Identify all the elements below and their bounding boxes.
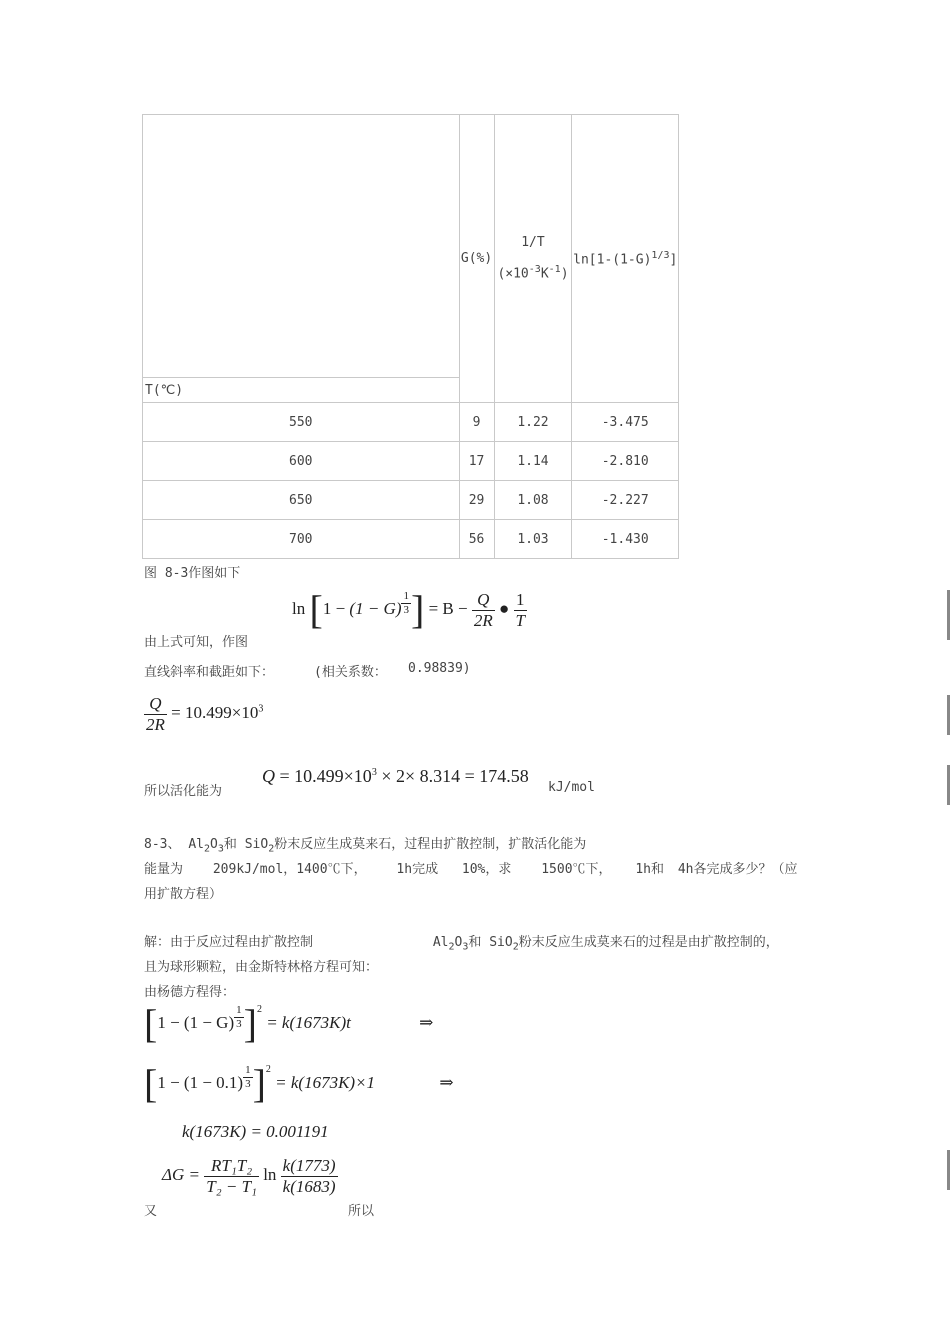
slope-rhs: = 10.499×10 [171,702,259,722]
ln-eq-ln: ln [292,598,306,618]
sol-sio2-symbol: SiO [489,935,513,950]
sol-al-sub: 2 [448,941,455,953]
al-symbol: Al [188,837,204,852]
q-eq-lhs: Q [262,766,275,786]
p83-l2-e: 1500℃下， [541,862,612,877]
header-temperature-label: T(℃) [145,383,184,398]
j2-bracket-close: ] [252,1061,266,1106]
slope-equation [144,694,263,734]
jander-equation-1 [144,1001,434,1046]
p83-l2-d: 10%，求 [461,862,512,877]
cell-ln-value: -1.430 [572,520,679,559]
problem-8-3-line2 [144,858,798,877]
problem-8-3-line1 [144,833,586,855]
solution-line1-rest: 粉末反应生成莫来石的过程是由扩散控制的， [518,935,779,950]
cell-ln-value: -3.475 [572,403,679,442]
solution-line2: 且为球形颗粒，由金斯特林格方程可知： [144,960,379,975]
delta-g-frac [204,1156,259,1196]
cell-inverse-temperature: 1.22 [494,403,572,442]
sio2-sub: 2 [268,843,275,855]
bracket-open: [ [309,587,323,633]
j1-arrow: ⇒ [419,1012,434,1032]
table-row [143,520,679,559]
line-slope-intercept: 直线斜率和截距如下： [144,665,275,680]
j1-square: 2 [256,1004,262,1015]
p83-l2-b: 209kJ/mol，1400℃下， [212,862,367,877]
ln-eq-one2: 1 [514,590,527,611]
solution-line1 [144,931,779,953]
slope-frac [144,694,167,734]
ln-eq-exponent [401,590,411,616]
correlation-value: 0.98839) [408,661,471,676]
delta-g-knum: k(1773) [282,1156,336,1175]
problem-8-3-line3: 用扩散方程） [144,887,223,902]
j2-rhs: = k(1673K)×1 [275,1072,376,1092]
p83-l2-a: 能量为 [144,862,184,877]
inv-t-unit-exp: -1 [548,264,561,276]
p83-l2-c: 1h完成 [396,862,439,877]
delta-g-num: RT₁T₂ [204,1156,259,1177]
q-eq-exp: 3 [371,767,377,778]
solution-therefore-label: 所以 [348,1204,375,1219]
p83-l2-f: 1h和 [635,862,665,877]
bracket-close: ] [410,587,425,633]
problem-number: 8-3、 [144,837,181,852]
sol-sio2-sub: 2 [512,941,519,953]
figure-caption: 图 8-3作图如下 [144,566,241,581]
inv-t-exp: -3 [528,264,541,276]
ln-eq-minus: − [335,598,346,618]
k-value: k(1673K) = 0.001191 [182,1122,329,1141]
cell-conversion: 9 [459,403,494,442]
j1-exp-den: 3 [236,1017,242,1030]
header-divider [143,377,459,378]
activation-energy-label: 所以活化能为 [144,784,223,799]
cell-inverse-temperature: 1.08 [494,481,572,520]
cell-conversion: 29 [459,481,494,520]
q-eq-rest: × 2× 8.314 = 174.58 [381,766,529,786]
ln-eq-paren: (1 − G) [349,598,402,618]
ln-eq-one: 1 [322,598,332,618]
ln-eq-exp-num: 1 [403,590,409,602]
j2-bracket-open: [ [144,1061,158,1106]
header-inv-t-line1: 1/T [521,235,545,251]
al-sub: 2 [203,843,210,855]
j1-bracket-open: [ [144,1001,158,1046]
j2-exp-den: 3 [245,1077,251,1090]
al-o: O [210,837,218,852]
cell-ln-value: -2.227 [572,481,679,520]
j2-square: 2 [265,1064,271,1075]
delta-g-ln: ln [263,1164,277,1184]
sol-al-symbol: Al [432,935,449,950]
j2-exp-num: 1 [245,1064,251,1076]
j1-exp-num: 1 [236,1004,242,1016]
j1-rhs: = k(1673K)t [266,1012,351,1032]
solution-intro: 解：由于反应过程由扩散控制 [144,935,314,950]
header-inverse-temperature [494,115,572,403]
sol-al-o: O [454,935,463,950]
ln-label: ln[1-(1-G) [573,252,652,268]
header-conversion: G(%) [459,115,494,403]
header-inv-t-line2 [495,264,572,281]
delta-g-kden: k(1683) [282,1176,336,1196]
j1-exponent [234,1004,244,1030]
q-equation [262,766,529,787]
slope-exp: 3 [258,703,264,715]
ln-eq-exp-den: 3 [403,603,409,616]
ln-eq-q-frac [472,590,495,630]
and-text: 和 [223,837,237,852]
inv-t-unit: K [540,266,549,282]
delta-g-k-frac [281,1156,338,1196]
inv-t-prefix: (×10 [497,266,529,282]
q-unit: kJ/mol [548,780,595,795]
ln-eq-q: Q [472,590,495,611]
cell-temperature: 550 [143,403,460,442]
correlation-label: (相关系数： [314,665,387,680]
cell-conversion: 17 [459,442,494,481]
header-temperature [143,115,460,403]
inv-t-close: ) [560,266,569,282]
cell-temperature: 700 [143,520,460,559]
sol-al-o-sub: 3 [462,941,469,953]
j2-arrow: ⇒ [439,1072,454,1092]
table-row [143,481,679,520]
table-row [143,403,679,442]
ln-eq-2r: 2R [473,610,493,630]
sol-and-text: 和 [468,935,482,950]
j1-bracket-close: ] [243,1001,257,1046]
ln-eq-dot: ● [498,598,510,618]
cell-temperature: 600 [143,442,460,481]
cell-inverse-temperature: 1.14 [494,442,572,481]
k-value-equation [182,1122,329,1142]
ln-close: ] [669,252,678,268]
ln-equation [292,587,527,633]
cell-conversion: 56 [459,520,494,559]
al-o-sub: 3 [217,843,224,855]
slope-q: Q [144,694,167,715]
data-table [142,114,679,559]
solution-line3: 由杨德方程得： [144,985,236,1000]
j1-lhs: 1 − (1 − G) [157,1012,235,1032]
header-ln-function [572,115,679,403]
problem-text-rest: 粉末反应生成莫来石，过程由扩散控制，扩散活化能为 [274,837,587,852]
ln-eq-t-frac [514,590,527,630]
sio2-symbol: SiO [244,837,269,852]
q-eq-rhs: = 10.499×10 [279,766,372,786]
ln-eq-t: T [515,610,525,630]
solution-again-label: 又 [144,1204,158,1219]
p83-l2-g: 4h各完成多少？（应 [677,862,798,877]
cell-temperature: 650 [143,481,460,520]
table-row [143,442,679,481]
ln-exp: 1/3 [651,249,670,261]
cell-inverse-temperature: 1.03 [494,520,572,559]
j2-lhs: 1 − (1 − 0.1) [157,1072,244,1092]
cell-ln-value: -2.810 [572,442,679,481]
jander-equation-2 [144,1061,454,1106]
delta-g-lhs: ΔG = [162,1164,200,1184]
ln-eq-rhs: = B − [428,598,468,618]
slope-2r: 2R [146,714,165,734]
j2-exponent [243,1064,253,1090]
delta-g-den: T₂ − T₁ [206,1176,257,1196]
table-header-row [143,115,679,403]
line-plot-note: 由上式可知，作图 [144,635,249,650]
delta-g-equation [162,1156,338,1196]
